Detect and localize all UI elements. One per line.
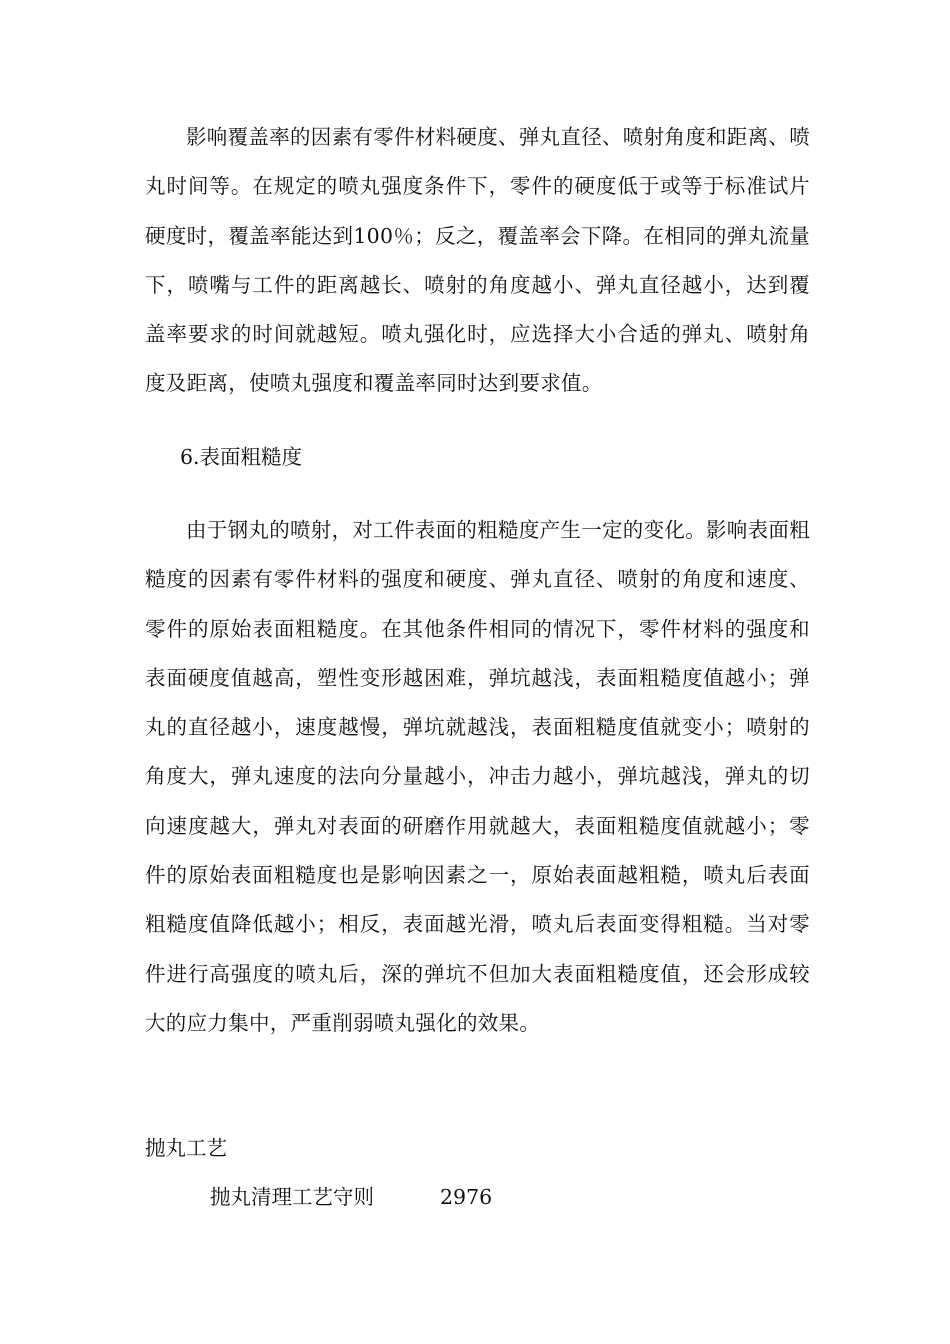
- paragraph-surface-roughness: 由于钢丸的喷射，对工件表面的粗糙度产生一定的变化。影响表面粗糙度的因素有零件材料的强度和硬度、弹丸直径、喷射的角度和速度、零件的原始表面粗糙度。在其他条件相同的情况下，零件材料的强度和表面硬度值越高，塑性变形越困难，弹坑越浅，表面粗糙度值越小；弹丸的直径越小，速度越慢，弹坑就越浅，表面粗糙度值就变小；喷射的角度大，弹丸速度的法向分量越小，冲击力越小，弹坑越浅，弹丸的切向速度越大，弹丸对表面的研磨作用就越大，表面粗糙度值就越小；零件的原始表面粗糙度也是影响因素之一，原始表面越粗糙，喷丸后表面粗糙度值降低越小；相反，表面越光滑，喷丸后表面变得粗糙。当对零件进行高强度的喷丸后，深的弹坑不但加大表面粗糙度值，还会形成较大的应力集中，严重削弱喷丸强化的效果。: [145, 518, 810, 1035]
- paragraph-coverage: 影响覆盖率的因素有零件材料硬度、弹丸直径、喷射角度和距离、喷丸时间等。在规定的喷丸强度条件下，零件的硬度低于或等于标准试片硬度时，覆盖率能达到100％；反之，覆盖率会下降。在相同的弹丸流量下，喷嘴与工件的距离越长、喷射的角度越小、弹丸直径越小，达到覆盖率要求的时间就越短。喷丸强化时，应选择大小合适的弹丸、喷射角度及距离，使喷丸强度和覆盖率同时达到要求值。: [145, 125, 810, 396]
- rule-title: 抛丸清理工艺守则: [210, 1185, 374, 1209]
- section-title-shot-blasting: 抛丸工艺: [145, 1136, 227, 1160]
- rule-reference-line: [210, 1173, 492, 1222]
- section-heading-surface-roughness: 6.表面粗糙度: [180, 445, 303, 469]
- rule-number: 2976: [440, 1185, 493, 1209]
